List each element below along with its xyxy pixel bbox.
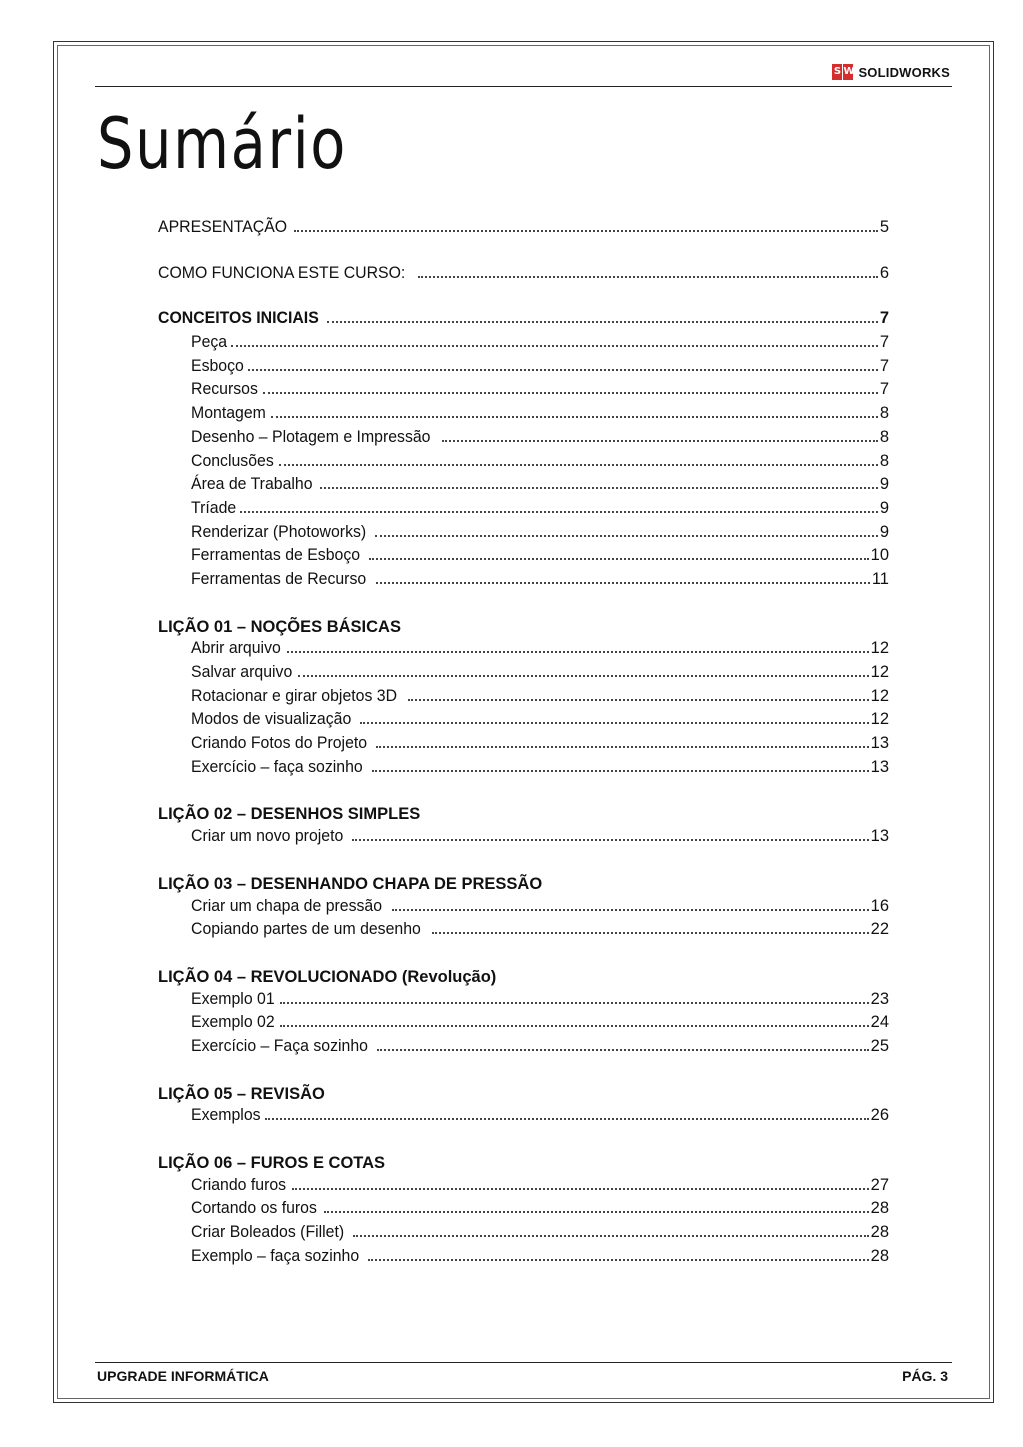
dot-leader xyxy=(408,699,869,701)
dot-leader xyxy=(418,276,878,278)
toc-entry[interactable] xyxy=(158,1037,889,1061)
toc-entry-page: 13 xyxy=(870,827,889,846)
brand-name: SOLIDWORKS xyxy=(858,64,950,80)
toc-entry-label: Rotacionar e girar objetos 3D xyxy=(191,686,398,705)
toc-section-heading: LIÇÃO 03 – DESENHANDO CHAPA DE PRESSÃO xyxy=(158,874,543,893)
toc-entry-page: 6 xyxy=(879,263,889,282)
toc-entry[interactable] xyxy=(158,523,889,547)
toc-entry-label: Tríade xyxy=(191,498,237,517)
dot-leader xyxy=(248,369,878,371)
dot-leader xyxy=(265,1118,868,1120)
toc-entry-page: 7 xyxy=(879,356,889,375)
toc-entry-label: Exercício – Faça sozinho xyxy=(191,1036,368,1055)
toc-entry-label: Desenho – Plotagem e Impressão xyxy=(191,427,431,446)
dot-leader xyxy=(353,1235,869,1237)
dot-leader xyxy=(327,321,877,323)
toc-entry[interactable] xyxy=(158,1106,889,1130)
toc-entry-page: 8 xyxy=(879,451,889,470)
toc-entry[interactable] xyxy=(158,897,889,921)
toc-entry-page: 25 xyxy=(870,1036,889,1055)
toc-entry[interactable] xyxy=(158,546,889,570)
table-of-contents xyxy=(158,218,889,1292)
toc-entry-page: 12 xyxy=(870,686,889,705)
header-rule xyxy=(95,86,952,87)
toc-section xyxy=(158,1083,889,1130)
toc-entry-label: Criando furos xyxy=(191,1175,287,1194)
toc-section xyxy=(158,309,889,593)
dot-leader xyxy=(298,675,868,677)
toc-entry-page: 7 xyxy=(879,380,889,399)
toc-entry-page: 7 xyxy=(879,309,889,328)
toc-entry-page: 8 xyxy=(879,427,889,446)
toc-entry-label: Exemplo 01 xyxy=(191,989,275,1008)
solidworks-logo-icon xyxy=(832,64,854,80)
toc-entry-page: 8 xyxy=(879,404,889,423)
toc-entry[interactable] xyxy=(158,1013,889,1037)
dot-leader xyxy=(352,839,869,841)
toc-entry[interactable] xyxy=(158,734,889,758)
toc-entry-label: Criar Boleados (Fillet) xyxy=(191,1223,345,1242)
toc-entry[interactable] xyxy=(158,404,889,428)
dot-leader xyxy=(432,932,868,934)
toc-entry-label: Exemplo – faça sozinho xyxy=(191,1246,360,1265)
toc-entry[interactable] xyxy=(158,758,889,782)
footer-page-number: PÁG. 3 xyxy=(902,1368,948,1384)
dot-leader xyxy=(240,511,878,513)
toc-entry-label: Modos de visualização xyxy=(191,710,352,729)
toc-entry[interactable] xyxy=(158,990,889,1014)
dot-leader xyxy=(294,230,877,232)
toc-entry-label: Exemplos xyxy=(191,1106,261,1125)
dot-leader xyxy=(372,770,869,772)
brand xyxy=(832,64,950,80)
dot-leader xyxy=(271,416,878,418)
toc-entry-page: 28 xyxy=(870,1246,889,1265)
dot-leader xyxy=(280,1025,869,1027)
toc-entry-page: 27 xyxy=(870,1175,889,1194)
toc-entry-label: Copiando partes de um desenho xyxy=(191,920,421,939)
toc-entry[interactable] xyxy=(158,452,889,476)
toc-entry[interactable] xyxy=(158,333,889,357)
dot-leader xyxy=(442,440,877,442)
page-title: Sumário xyxy=(97,103,348,185)
toc-entry[interactable] xyxy=(158,639,889,663)
toc-entry[interactable] xyxy=(158,1247,889,1271)
toc-entry-label: Exercício – faça sozinho xyxy=(191,757,363,776)
toc-entry-page: 7 xyxy=(879,333,889,352)
dot-leader xyxy=(360,722,869,724)
toc-entry[interactable] xyxy=(158,663,889,687)
toc-entry-page: 9 xyxy=(879,522,889,541)
toc-entry-label: Esboço xyxy=(191,356,244,375)
dot-leader xyxy=(231,345,878,347)
toc-entry[interactable] xyxy=(158,428,889,452)
toc-entry-page: 13 xyxy=(870,734,889,753)
toc-entry[interactable] xyxy=(158,218,889,242)
toc-entry-label: Conclusões xyxy=(191,451,274,470)
toc-entry[interactable] xyxy=(158,499,889,523)
dot-leader xyxy=(263,392,878,394)
toc-section-heading: LIÇÃO 01 – NOÇÕES BÁSICAS xyxy=(158,617,401,636)
toc-section xyxy=(158,218,889,242)
toc-entry-page: 10 xyxy=(870,546,889,565)
dot-leader xyxy=(368,1259,868,1261)
toc-entry-page: 28 xyxy=(870,1223,889,1242)
toc-entry-label: Renderizar (Photoworks) xyxy=(191,522,367,541)
footer-rule xyxy=(95,1362,952,1363)
toc-entry-label: Cortando os furos xyxy=(191,1199,317,1218)
toc-entry-label: Abrir arquivo xyxy=(191,639,281,658)
toc-entry-label: Ferramentas de Recurso xyxy=(191,569,367,588)
toc-entry-label: Criando Fotos do Projeto xyxy=(191,734,368,753)
dot-leader xyxy=(392,909,869,911)
toc-entry-page: 11 xyxy=(871,569,889,588)
toc-section-heading: LIÇÃO 06 – FUROS E COTAS xyxy=(158,1154,386,1172)
logo-letter-w: W xyxy=(843,64,853,80)
toc-entry-label: COMO FUNCIONA ESTE CURSO: xyxy=(158,263,406,282)
toc-entry-label: Criar um chapa de pressão xyxy=(191,896,383,915)
toc-entry-label: Montagem xyxy=(191,404,266,423)
toc-entry[interactable] xyxy=(158,475,889,499)
toc-entry-label: Área de Trabalho xyxy=(191,475,313,494)
toc-section xyxy=(158,803,889,850)
dot-leader xyxy=(280,1002,869,1004)
dot-leader xyxy=(369,558,869,560)
toc-section-heading: LIÇÃO 05 – REVISÃO xyxy=(158,1084,325,1103)
toc-entry[interactable] xyxy=(158,710,889,734)
toc-entry-label: CONCEITOS INICIAIS xyxy=(158,309,319,328)
toc-entry[interactable] xyxy=(158,309,889,333)
toc-entry[interactable] xyxy=(158,357,889,381)
dot-leader xyxy=(279,464,878,466)
toc-entry-page: 16 xyxy=(870,896,889,915)
toc-entry-label: Recursos xyxy=(191,380,258,399)
toc-section xyxy=(158,264,889,288)
toc-section-heading: LIÇÃO 04 – REVOLUCIONADO (Revolução) xyxy=(158,967,497,986)
toc-entry-label: APRESENTAÇÃO xyxy=(158,218,288,236)
toc-entry-page: 5 xyxy=(879,218,889,236)
toc-section xyxy=(158,966,889,1061)
toc-entry-page: 28 xyxy=(870,1199,889,1218)
toc-entry-label: Ferramentas de Esboço xyxy=(191,546,361,565)
dot-leader xyxy=(320,487,878,489)
toc-entry-label: Exemplo 02 xyxy=(191,1013,275,1032)
toc-entry[interactable] xyxy=(158,687,889,711)
toc-entry[interactable] xyxy=(158,920,889,944)
toc-entry[interactable] xyxy=(158,380,889,404)
toc-entry-label: Criar um novo projeto xyxy=(191,827,344,846)
toc-section-heading: LIÇÃO 02 – DESENHOS SIMPLES xyxy=(158,805,421,824)
dot-leader xyxy=(377,1049,868,1051)
toc-entry-label: Salvar arquivo xyxy=(191,663,293,681)
toc-entry-page: 24 xyxy=(870,1013,889,1032)
toc-entry-page: 9 xyxy=(879,475,889,494)
toc-entry[interactable] xyxy=(158,1199,889,1223)
toc-section xyxy=(158,873,889,944)
toc-entry[interactable] xyxy=(158,1176,889,1200)
toc-section xyxy=(158,616,889,782)
toc-entry-page: 22 xyxy=(870,920,889,939)
toc-entry-page: 12 xyxy=(870,639,889,658)
toc-entry-page: 13 xyxy=(870,757,889,776)
dot-leader xyxy=(375,535,877,537)
toc-entry-page: 26 xyxy=(870,1106,889,1125)
toc-entry[interactable] xyxy=(158,1223,889,1247)
toc-entry-page: 23 xyxy=(870,989,889,1008)
toc-entry[interactable] xyxy=(158,570,889,594)
toc-entry-page: 9 xyxy=(879,498,889,517)
toc-entry-label: Peça xyxy=(191,333,228,352)
footer-company: UPGRADE INFORMÁTICA xyxy=(97,1368,269,1384)
dot-leader xyxy=(324,1211,868,1213)
toc-entry-page: 12 xyxy=(870,663,889,681)
toc-entry-page: 12 xyxy=(870,710,889,729)
toc-entry[interactable] xyxy=(158,827,889,851)
dot-leader xyxy=(376,582,870,584)
dot-leader xyxy=(292,1188,869,1190)
toc-entry[interactable] xyxy=(158,264,889,288)
logo-letter-s: S xyxy=(832,64,842,80)
dot-leader xyxy=(287,651,869,653)
dot-leader xyxy=(376,746,868,748)
toc-section xyxy=(158,1152,889,1270)
